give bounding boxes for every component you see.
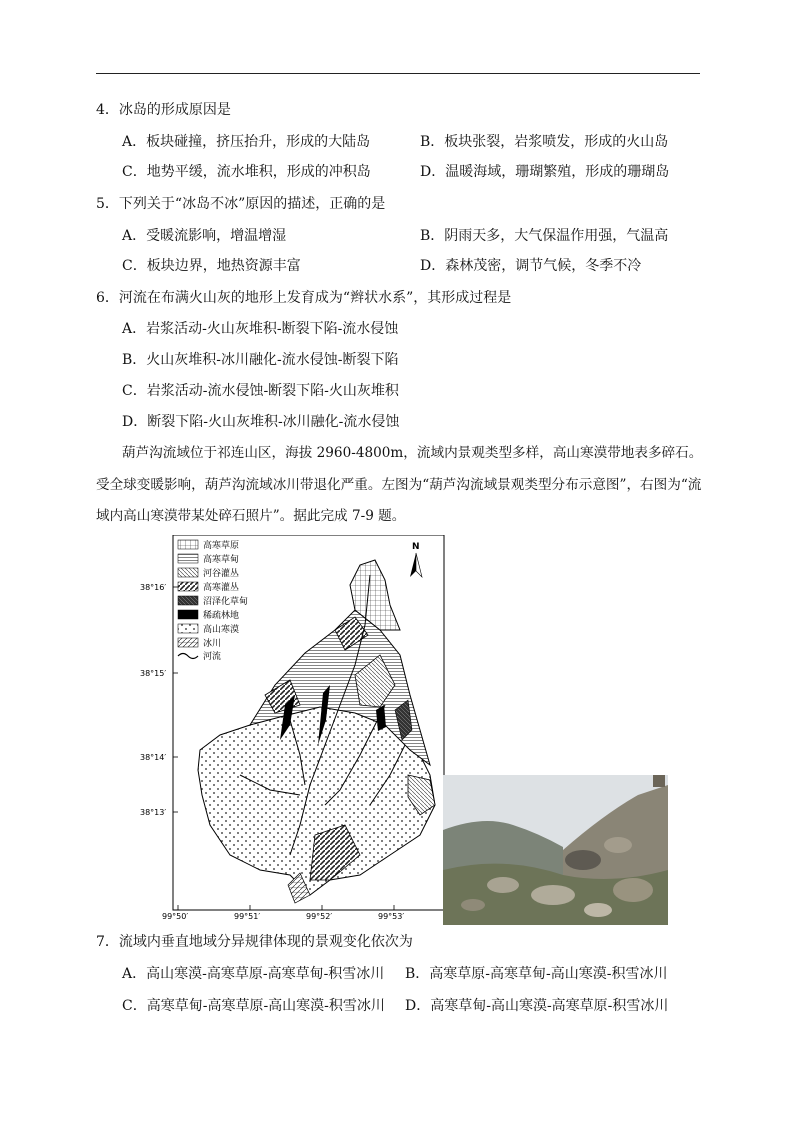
- legend-label-3: 河谷灌丛: [203, 569, 240, 579]
- lat-label-2: 38°15′: [140, 669, 167, 678]
- legend-swatch-alpine-shrub: [178, 582, 198, 591]
- q4-option-d[interactable]: D．温暖海域，珊瑚繁殖，形成的珊瑚岛: [420, 164, 670, 180]
- q4-option-b[interactable]: B．板块张裂，岩浆喷发，形成的火山岛: [420, 134, 669, 150]
- passage-line-1: 葫芦沟流域位于祁连山区，海拔 2960-4800m，流域内景观类型多样，高山寒漠带地表多碎石。: [122, 445, 703, 461]
- q5-stem: 5．下列关于“冰岛不冰”原因的描述，正确的是: [96, 196, 386, 212]
- q5-option-a[interactable]: A．受暖流影响，增温增湿: [122, 228, 287, 244]
- header-rule: [96, 73, 700, 74]
- q7-option-d[interactable]: D．高寒草甸-高山寒漠-高寒草原-积雪冰川: [405, 998, 669, 1014]
- legend-label-2: 高寒草甸: [203, 555, 240, 565]
- q5-option-c[interactable]: C．板块边界，地热资源丰富: [122, 258, 301, 274]
- legend-swatch-glacier: [178, 638, 198, 647]
- lon-label-2: 99°51′: [234, 912, 261, 920]
- legend-label-9: 河流: [203, 652, 222, 662]
- q4-option-a[interactable]: A．板块碰撞，挤压抬升，形成的大陆岛: [122, 134, 371, 150]
- north-label: N: [412, 542, 420, 552]
- q6-stem: 6．河流在布满火山灰的地形上发育成为“辫状水系”，其形成过程是: [96, 290, 512, 306]
- legend-label-8: 冰川: [203, 639, 222, 649]
- legend-label-4: 高寒灌丛: [203, 583, 240, 593]
- legend-swatch-alpine-meadow: [178, 554, 198, 563]
- landscape-map-figure: [140, 535, 445, 920]
- q5-option-b[interactable]: B．阴雨天多，大气保温作用强，气温高: [420, 228, 669, 244]
- legend-swatch-alpine-desert: [178, 624, 198, 633]
- q4-option-c[interactable]: C．地势平缓，流水堆积，形成的冲积岛: [122, 164, 371, 180]
- legend-label-1: 高寒草原: [203, 541, 240, 551]
- q6-option-b[interactable]: B．火山灰堆积-冰川融化-流水侵蚀-断裂下陷: [122, 352, 399, 368]
- q6-option-c[interactable]: C．岩浆活动-流水侵蚀-断裂下陷-火山灰堆积: [122, 383, 399, 399]
- lon-label-3: 99°52′: [306, 912, 333, 920]
- q7-option-b[interactable]: B．高寒草原-高寒草甸-高山寒漠-积雪冰川: [405, 966, 668, 982]
- lat-label-3: 38°14′: [140, 753, 167, 762]
- legend-label-7: 高山寒漠: [203, 625, 240, 635]
- q7-stem: 7．流域内垂直地域分异规律体现的景观变化依次为: [96, 934, 413, 950]
- alpine-desert-gravel-photo: [443, 775, 668, 925]
- lon-label-4: 99°53′: [378, 912, 405, 920]
- passage-line-2: 受全球变暖影响，葫芦沟流域冰川带退化严重。左图为“葫芦沟流域景观类型分布示意图”，右图为“流: [96, 477, 702, 493]
- legend-swatch-alpine-steppe: [178, 540, 198, 549]
- legend-swatch-swamp-meadow: [178, 596, 198, 605]
- legend-swatch-valley-shrub: [178, 568, 198, 577]
- q6-option-a[interactable]: A．岩浆活动-火山灰堆积-断裂下陷-流水侵蚀: [122, 321, 399, 337]
- legend-label-6: 稀疏林地: [203, 611, 240, 621]
- q5-option-d[interactable]: D．森林茂密，调节气候，冬季不冷: [420, 258, 642, 274]
- q4-stem: 4．冰岛的形成原因是: [96, 102, 231, 118]
- passage-line-3: 域内高山寒漠带某处碎石照片”。据此完成 7-9 题。: [96, 508, 406, 524]
- legend-label-5: 沼泽化草甸: [203, 597, 249, 607]
- q6-option-d[interactable]: D．断裂下陷-火山灰堆积-冰川融化-流水侵蚀: [122, 414, 400, 430]
- q7-option-a[interactable]: A．高山寒漠-高寒草原-高寒草甸-积雪冰川: [122, 966, 385, 982]
- lon-label-1: 99°50′: [162, 912, 189, 920]
- lat-label-4: 38°13′: [140, 808, 167, 817]
- legend-swatch-sparse-forest: [178, 610, 198, 619]
- lat-label-1: 38°16′: [140, 583, 167, 592]
- q7-option-c[interactable]: C．高寒草甸-高寒草原-高山寒漠-积雪冰川: [122, 998, 385, 1014]
